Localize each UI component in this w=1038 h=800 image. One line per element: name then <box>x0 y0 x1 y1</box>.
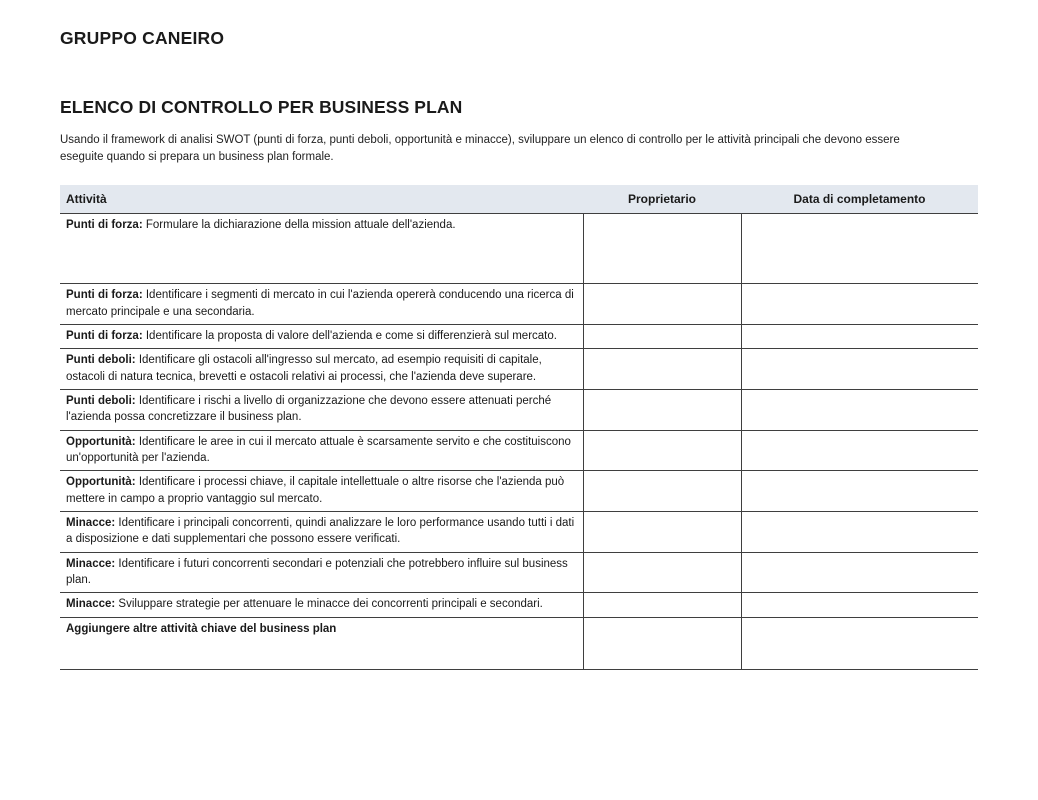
task-text: Identificare gli ostacoli all'ingresso sul mercato, ad esempio requisiti di capitale, ostacoli di natura tecnica, brevetti e ostacoli relativi ai processi, che l'azienda deve superare. <box>66 354 542 383</box>
task-cell <box>60 214 583 284</box>
owner-cell[interactable] <box>583 430 741 471</box>
owner-cell[interactable] <box>583 389 741 430</box>
task-lead: Opportunità: <box>66 435 136 448</box>
date-cell[interactable] <box>741 593 978 617</box>
table-row <box>60 214 978 284</box>
task-lead: Opportunità: <box>66 476 136 489</box>
owner-cell[interactable] <box>583 511 741 552</box>
table-row <box>60 593 978 617</box>
task-text: Sviluppare strategie per attenuare le minacce dei concorrenti principali e secondari. <box>115 598 543 611</box>
task-cell <box>60 389 583 430</box>
date-cell[interactable] <box>741 552 978 593</box>
task-lead: Aggiungere altre attività chiave del business plan <box>66 622 337 635</box>
page-title: ELENCO DI CONTROLLO PER BUSINESS PLAN <box>60 97 463 117</box>
table-row <box>60 430 978 471</box>
task-lead: Punti di forza: <box>66 330 143 342</box>
table-row <box>60 349 978 390</box>
task-cell <box>60 552 583 593</box>
task-text: Identificare i futuri concorrenti secondari e potenziali che potrebbero influire sul business plan. <box>66 557 568 586</box>
date-cell[interactable] <box>741 617 978 669</box>
date-cell[interactable] <box>741 214 978 284</box>
table-row <box>60 552 978 593</box>
task-text: Identificare le aree in cui il mercato attuale è scarsamente servito e che costituiscono un'opportunità per l'azienda. <box>66 435 571 464</box>
owner-cell[interactable] <box>583 552 741 593</box>
task-cell <box>60 593 583 617</box>
owner-cell[interactable] <box>583 214 741 284</box>
task-cell <box>60 325 583 349</box>
date-cell[interactable] <box>741 389 978 430</box>
table-row <box>60 511 978 552</box>
column-header-date: Data di completamento <box>741 185 978 214</box>
table-row <box>60 284 978 325</box>
owner-cell[interactable] <box>583 284 741 325</box>
table-header-row <box>60 185 978 214</box>
task-cell <box>60 617 583 669</box>
table-row <box>60 617 978 669</box>
date-cell[interactable] <box>741 284 978 325</box>
task-text: Identificare i principali concorrenti, quindi analizzare le loro performance usando tutti i dati a disposizione e dati supplementari che possono essere verificati. <box>66 516 575 546</box>
intro-paragraph: Usando il framework di analisi SWOT (punti di forza, punti deboli, opportunità e minacce), sviluppare un elenco di controllo per le attività principali che devono essere eseguite quando si prepara un business plan formale. <box>60 134 900 163</box>
owner-cell[interactable] <box>583 617 741 669</box>
date-cell[interactable] <box>741 325 978 349</box>
task-cell <box>60 284 583 325</box>
task-lead: Punti di forza: <box>66 219 143 232</box>
checklist-table <box>60 185 978 669</box>
table-row <box>60 389 978 430</box>
task-lead: Punti di forza: <box>66 289 143 302</box>
task-lead: Punti deboli: <box>66 354 136 367</box>
table-body <box>60 214 978 669</box>
task-lead: Minacce: <box>66 598 116 611</box>
task-text: Formulare la dichiarazione della mission attuale dell'azienda. <box>142 219 456 232</box>
table-row <box>60 325 978 349</box>
task-text: Identificare i rischi a livello di organizzazione che devono essere attenuati perché l'azienda possa concretizzare il business plan. <box>66 394 552 424</box>
date-cell[interactable] <box>741 471 978 512</box>
task-text: Identificare i segmenti di mercato in cui l'azienda opererà conducendo una ricerca di mercato principale e una secondaria. <box>66 289 574 318</box>
owner-cell[interactable] <box>583 471 741 512</box>
task-lead: Minacce: <box>66 516 116 529</box>
task-cell <box>60 430 583 471</box>
column-header-task: Attività <box>60 185 583 214</box>
company-name: GRUPPO CANEIRO <box>60 28 225 48</box>
task-cell <box>60 511 583 552</box>
table-row <box>60 471 978 512</box>
task-lead: Punti deboli: <box>66 394 136 407</box>
owner-cell[interactable] <box>583 349 741 390</box>
owner-cell[interactable] <box>583 593 741 617</box>
date-cell[interactable] <box>741 349 978 390</box>
task-text: Identificare la proposta di valore dell'azienda e come si differenzierà sul mercato. <box>142 330 557 342</box>
task-cell <box>60 471 583 512</box>
date-cell[interactable] <box>741 430 978 471</box>
owner-cell[interactable] <box>583 325 741 349</box>
task-text: Identificare i processi chiave, il capitale intellettuale o altre risorse che l'azienda può mettere in campo a proprio vantaggio sul mercato. <box>66 476 565 505</box>
date-cell[interactable] <box>741 511 978 552</box>
column-header-owner: Proprietario <box>583 185 741 214</box>
task-lead: Minacce: <box>66 557 116 570</box>
task-cell <box>60 349 583 390</box>
